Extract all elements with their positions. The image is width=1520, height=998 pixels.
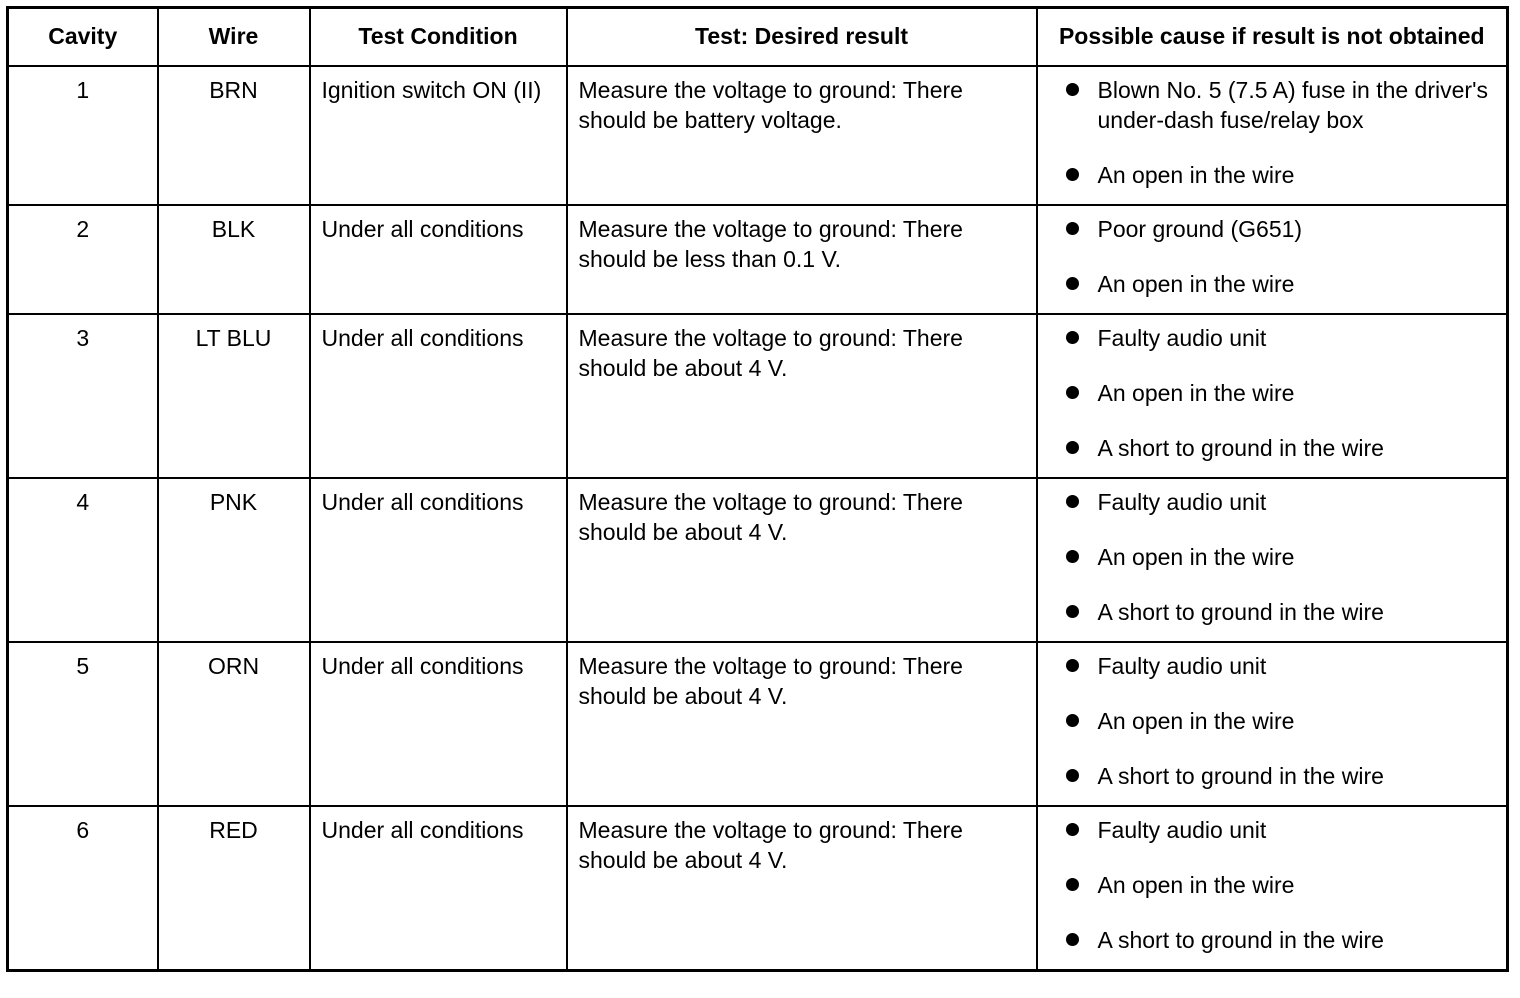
bullet-icon [1066, 331, 1079, 344]
bullet-icon [1066, 714, 1079, 727]
cause-text: A short to ground in the wire [1097, 763, 1384, 789]
cause-list-item [1062, 706, 1499, 736]
test-condition-cell: Under all conditions [310, 314, 567, 478]
wire-cell: RED [158, 806, 310, 971]
cause-list-item [1062, 75, 1499, 135]
possible-causes-cell [1037, 806, 1508, 971]
cause-text: Poor ground (G651) [1097, 216, 1303, 242]
wire-cell: LT BLU [158, 314, 310, 478]
cause-list-item [1062, 323, 1499, 353]
page [6, 6, 1509, 972]
cause-list-item [1062, 651, 1499, 681]
cause-list-item [1062, 433, 1499, 463]
cause-text: Blown No. 5 (7.5 A) fuse in the driver's under-dash fuse/relay box [1097, 77, 1488, 133]
cause-list-item [1062, 542, 1499, 572]
bullet-icon [1066, 659, 1079, 672]
wire-cell: PNK [158, 478, 310, 642]
cavity-cell: 1 [8, 66, 158, 205]
header-test-condition: Test Condition [310, 8, 567, 67]
cause-list-item [1062, 487, 1499, 517]
wire-cell: BLK [158, 205, 310, 314]
bullet-icon [1066, 83, 1079, 96]
bullet-icon [1066, 495, 1079, 508]
cause-list-item [1062, 870, 1499, 900]
possible-causes-cell [1037, 314, 1508, 478]
possible-causes-cell [1037, 478, 1508, 642]
cause-text: An open in the wire [1097, 271, 1295, 297]
test-condition-cell: Under all conditions [310, 642, 567, 806]
desired-result-cell: Measure the voltage to ground: There should be battery voltage. [567, 66, 1037, 205]
cause-text: Faulty audio unit [1097, 817, 1267, 843]
table-row [8, 806, 1508, 971]
cause-text: A short to ground in the wire [1097, 435, 1384, 461]
table-row [8, 66, 1508, 205]
cause-list-item [1062, 214, 1499, 244]
wire-cell: BRN [158, 66, 310, 205]
cause-list-item [1062, 925, 1499, 955]
desired-result-cell: Measure the voltage to ground: There should be about 4 V. [567, 478, 1037, 642]
test-condition-cell: Under all conditions [310, 806, 567, 971]
desired-result-cell: Measure the voltage to ground: There should be about 4 V. [567, 314, 1037, 478]
cause-list-item [1062, 269, 1499, 299]
table-row [8, 642, 1508, 806]
cause-list-item [1062, 761, 1499, 791]
cavity-cell: 4 [8, 478, 158, 642]
cause-list [1062, 75, 1499, 190]
cause-text: Faulty audio unit [1097, 489, 1267, 515]
bullet-icon [1066, 222, 1079, 235]
bullet-icon [1066, 550, 1079, 563]
bullet-icon [1066, 769, 1079, 782]
cause-text: An open in the wire [1097, 162, 1295, 188]
possible-causes-cell [1037, 642, 1508, 806]
test-condition-cell: Ignition switch ON (II) [310, 66, 567, 205]
cause-list [1062, 651, 1499, 791]
header-cavity: Cavity [8, 8, 158, 67]
cause-list-item [1062, 597, 1499, 627]
possible-causes-cell [1037, 66, 1508, 205]
desired-result-cell: Measure the voltage to ground: There should be about 4 V. [567, 642, 1037, 806]
cause-list-item [1062, 160, 1499, 190]
cavity-cell: 5 [8, 642, 158, 806]
cause-text: An open in the wire [1097, 380, 1295, 406]
cause-text: An open in the wire [1097, 872, 1295, 898]
table-row [8, 478, 1508, 642]
cause-text: A short to ground in the wire [1097, 599, 1384, 625]
cause-text: An open in the wire [1097, 708, 1295, 734]
cause-text: A short to ground in the wire [1097, 927, 1384, 953]
wire-cell: ORN [158, 642, 310, 806]
possible-causes-cell [1037, 205, 1508, 314]
bullet-icon [1066, 823, 1079, 836]
desired-result-cell: Measure the voltage to ground: There should be about 4 V. [567, 806, 1037, 971]
bullet-icon [1066, 277, 1079, 290]
cause-list [1062, 815, 1499, 955]
header-desired-result: Test: Desired result [567, 8, 1037, 67]
test-condition-cell: Under all conditions [310, 478, 567, 642]
header-possible-cause: Possible cause if result is not obtained [1037, 8, 1508, 67]
cavity-cell: 3 [8, 314, 158, 478]
header-row [8, 8, 1508, 67]
cause-text: An open in the wire [1097, 544, 1295, 570]
table-row [8, 314, 1508, 478]
cause-list [1062, 487, 1499, 627]
cause-list-item [1062, 815, 1499, 845]
cause-list [1062, 323, 1499, 463]
table-body [8, 66, 1508, 971]
test-condition-cell: Under all conditions [310, 205, 567, 314]
bullet-icon [1066, 441, 1079, 454]
cavity-cell: 6 [8, 806, 158, 971]
connector-test-table [6, 6, 1509, 972]
bullet-icon [1066, 933, 1079, 946]
header-wire: Wire [158, 8, 310, 67]
table-row [8, 205, 1508, 314]
bullet-icon [1066, 386, 1079, 399]
cause-list [1062, 214, 1499, 299]
cause-list-item [1062, 378, 1499, 408]
cause-text: Faulty audio unit [1097, 325, 1267, 351]
cause-text: Faulty audio unit [1097, 653, 1267, 679]
desired-result-cell: Measure the voltage to ground: There should be less than 0.1 V. [567, 205, 1037, 314]
cavity-cell: 2 [8, 205, 158, 314]
bullet-icon [1066, 168, 1079, 181]
bullet-icon [1066, 605, 1079, 618]
bullet-icon [1066, 878, 1079, 891]
